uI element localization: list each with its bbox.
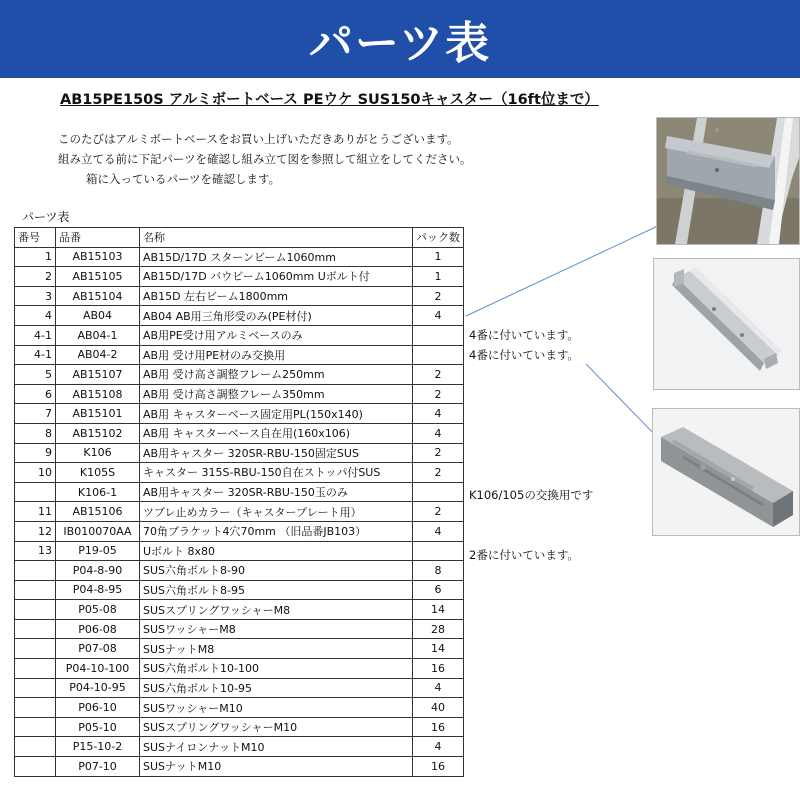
table-caption: パーツ表 xyxy=(22,210,70,224)
cell-name: AB15D 左右ビーム1800mm xyxy=(140,286,413,306)
cell-qty: 8 xyxy=(413,561,464,581)
cell-code: AB15107 xyxy=(56,365,140,385)
cell-no: 8 xyxy=(15,423,56,443)
cell-name: Uボルト 8x80 xyxy=(140,541,413,561)
cell-code: P05-08 xyxy=(56,600,140,620)
cell-qty: 2 xyxy=(413,463,464,483)
cell-name: SUSスプリングワッシャーM10 xyxy=(140,717,413,737)
cell-code: P06-10 xyxy=(56,698,140,718)
cell-name: AB15D/17D バウビーム1060mm Uボルト付 xyxy=(140,267,413,287)
header-no: 番号 xyxy=(15,228,56,248)
intro-line-1: このたびはアルミボートベースをお買い上げいただきありがとうございます。 xyxy=(58,132,459,146)
cell-name: SUSスプリングワッシャーM8 xyxy=(140,600,413,620)
cell-name: SUS六角ボルト8-90 xyxy=(140,561,413,581)
cell-code: P04-10-95 xyxy=(56,678,140,698)
cell-qty: 4 xyxy=(413,306,464,326)
cell-qty: 16 xyxy=(413,757,464,777)
cell-code: K106 xyxy=(56,443,140,463)
note-4-1b: 4番に付いています。 xyxy=(469,348,579,362)
cell-no: 4-1 xyxy=(15,325,56,345)
cell-qty: 14 xyxy=(413,639,464,659)
cell-code: P07-10 xyxy=(56,757,140,777)
cell-qty: 2 xyxy=(413,384,464,404)
cell-code: K106-1 xyxy=(56,482,140,502)
cell-name: AB用 キャスターベース自在用(160x106) xyxy=(140,423,413,443)
note-k106-1: K106/105の交換用です xyxy=(469,488,594,502)
cell-name: SUSワッシャーM8 xyxy=(140,619,413,639)
aluminum-channel-part-image xyxy=(654,259,799,389)
cell-code: P05-10 xyxy=(56,717,140,737)
cell-name: 70角ブラケット4穴70mm （旧品番JB103） xyxy=(140,521,413,541)
cell-name: AB用 受け高さ調整フレーム350mm xyxy=(140,384,413,404)
cell-qty: 28 xyxy=(413,619,464,639)
galvanized-channel-on-trailer-image xyxy=(657,118,799,244)
cell-qty: 1 xyxy=(413,267,464,287)
cell-qty: 2 xyxy=(413,365,464,385)
cell-code: P15-10-2 xyxy=(56,737,140,757)
cell-no: 5 xyxy=(15,365,56,385)
cell-code: AB15101 xyxy=(56,404,140,424)
cell-name: SUSナイロンナットM10 xyxy=(140,737,413,757)
cell-code: P07-08 xyxy=(56,639,140,659)
cell-qty: 6 xyxy=(413,580,464,600)
cell-no: 1 xyxy=(15,247,56,267)
note-13: 2番に付いています。 xyxy=(469,548,579,562)
cell-qty: 2 xyxy=(413,443,464,463)
cell-code: AB04 xyxy=(56,306,140,326)
cell-code: P06-08 xyxy=(56,619,140,639)
cell-name: AB用 受け高さ調整フレーム250mm xyxy=(140,365,413,385)
cell-code: AB15106 xyxy=(56,502,140,522)
cell-name: AB用キャスター 320SR-RBU-150固定SUS xyxy=(140,443,413,463)
cell-qty: 2 xyxy=(413,502,464,522)
cell-qty: 4 xyxy=(413,423,464,443)
cell-name: キャスター 315S-RBU-150自在ストッパ付SUS xyxy=(140,463,413,483)
cell-qty: 4 xyxy=(413,521,464,541)
cell-code: AB15103 xyxy=(56,247,140,267)
cell-no: 2 xyxy=(15,267,56,287)
intro-line-2: 組み立てる前に下記パーツを確認し組み立て図を参照して組立をしてください。 xyxy=(58,152,472,166)
cell-name: AB15D/17D スターンビーム1060mm xyxy=(140,247,413,267)
cell-name: SUS六角ボルト8-95 xyxy=(140,580,413,600)
cell-code: IB010070AA xyxy=(56,521,140,541)
photo-galvanized-beam xyxy=(652,408,800,536)
cell-code: AB04-2 xyxy=(56,345,140,365)
photo-channel-on-trailer xyxy=(656,117,800,245)
banner-title: パーツ表 xyxy=(308,18,492,69)
leader-line-2 xyxy=(586,364,660,440)
cell-code: K105S xyxy=(56,463,140,483)
cell-name: AB用PE受け用アルミベースのみ xyxy=(140,325,413,345)
cell-name: AB用 受け用PE材のみ交換用 xyxy=(140,345,413,365)
cell-name: SUSワッシャーM10 xyxy=(140,698,413,718)
cell-qty: 1 xyxy=(413,247,464,267)
cell-no: 3 xyxy=(15,286,56,306)
cell-qty: 4 xyxy=(413,404,464,424)
cell-name: SUS六角ボルト10-100 xyxy=(140,659,413,679)
cell-no: 4 xyxy=(15,306,56,326)
cell-no: 9 xyxy=(15,443,56,463)
note-4-1a: 4番に付いています。 xyxy=(469,328,579,342)
cell-code: P04-8-95 xyxy=(56,580,140,600)
cell-name: AB用キャスター 320SR-RBU-150玉のみ xyxy=(140,482,413,502)
cell-no: 7 xyxy=(15,404,56,424)
cell-name: SUSナットM8 xyxy=(140,639,413,659)
cell-qty: 16 xyxy=(413,659,464,679)
cell-no: 11 xyxy=(15,502,56,522)
cell-code: P04-10-100 xyxy=(56,659,140,679)
cell-code: AB04-1 xyxy=(56,325,140,345)
cell-no: 13 xyxy=(15,541,56,561)
cell-qty: 16 xyxy=(413,717,464,737)
cell-code: AB15102 xyxy=(56,423,140,443)
cell-name: ツブレ止めカラー（キャスタープレート用） xyxy=(140,502,413,522)
header-qty: パック数 xyxy=(413,228,464,248)
cell-qty: 4 xyxy=(413,678,464,698)
cell-code: AB15104 xyxy=(56,286,140,306)
photo-aluminum-channel xyxy=(653,258,800,390)
cell-code: P04-8-90 xyxy=(56,561,140,581)
cell-no: 6 xyxy=(15,384,56,404)
cell-qty: 14 xyxy=(413,600,464,620)
header-name: 名称 xyxy=(140,228,413,248)
cell-no: 10 xyxy=(15,463,56,483)
cell-name: AB用 キャスターベース固定用PL(150x140) xyxy=(140,404,413,424)
cell-name: SUSナットM10 xyxy=(140,757,413,777)
cell-name: SUS六角ボルト10-95 xyxy=(140,678,413,698)
product-subtitle: AB15PE150S アルミボートベース PEウケ SUS150キャスター（16ft位まで） xyxy=(60,92,599,108)
galvanized-beam-part-image xyxy=(653,409,799,535)
intro-line-3: 箱に入っているパーツを確認します。 xyxy=(86,172,281,186)
leader-line-1 xyxy=(466,225,660,316)
cell-code: P19-05 xyxy=(56,541,140,561)
cell-no: 4-1 xyxy=(15,345,56,365)
cell-qty: 4 xyxy=(413,737,464,757)
cell-code: AB15105 xyxy=(56,267,140,287)
cell-name: AB04 AB用三角形受のみ(PE材付) xyxy=(140,306,413,326)
cell-no: 12 xyxy=(15,521,56,541)
header-code: 品番 xyxy=(56,228,140,248)
cell-code: AB15108 xyxy=(56,384,140,404)
cell-qty: 2 xyxy=(413,286,464,306)
cell-qty: 40 xyxy=(413,698,464,718)
